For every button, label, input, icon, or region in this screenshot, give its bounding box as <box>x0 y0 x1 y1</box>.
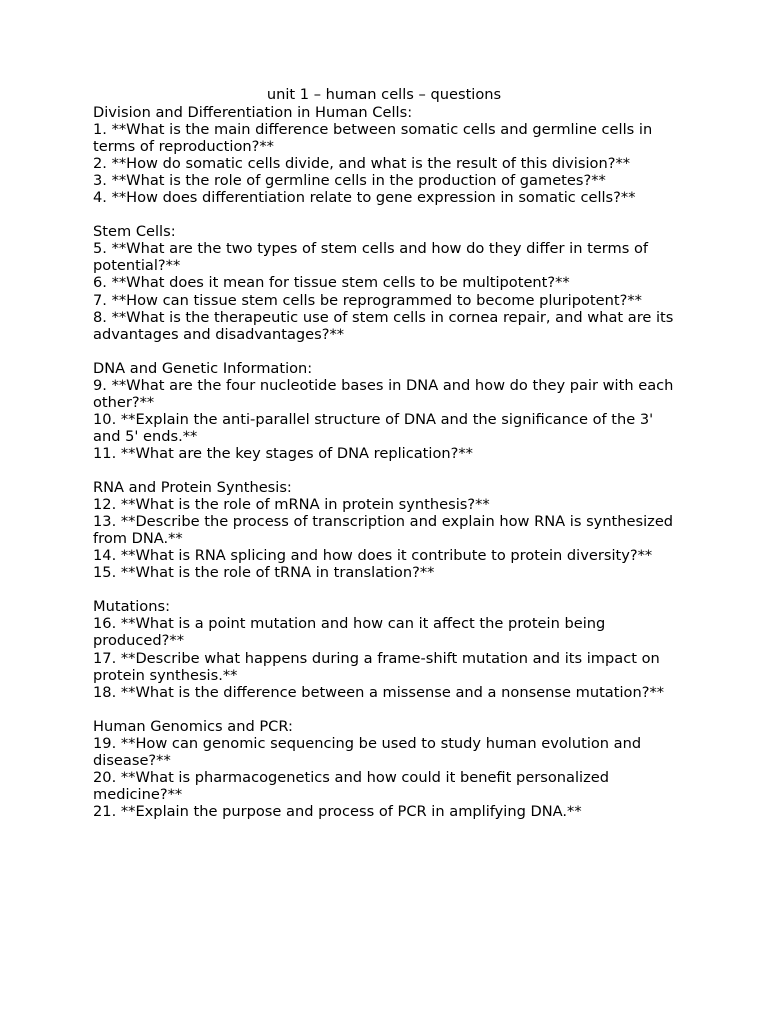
question-item: 12. **What is the role of mRNA in protein synthesis?** <box>93 496 490 514</box>
question-item: 6. **What does it mean for tissue stem cells to be multipotent?** <box>93 274 570 292</box>
question-item: 20. **What is pharmacogenetics and how could it benefit personalized medicine?** <box>93 768 609 803</box>
section-heading: Stem Cells: <box>93 223 176 241</box>
blank-line <box>93 343 683 360</box>
question-item: 3. **What is the role of germline cells in the production of gametes?** <box>93 172 606 190</box>
blank-line <box>93 462 683 479</box>
question-item: 8. **What is the therapeutic use of stem cells in cornea repair, and what are its advantages and disadvantages?** <box>93 308 674 343</box>
question-item: 1. **What is the main difference between somatic cells and germline cells in terms of reproduction?** <box>93 121 653 156</box>
section-heading: RNA and Protein Synthesis: <box>93 479 292 497</box>
question-item: 13. **Describe the process of transcription and explain how RNA is synthesized from DNA.** <box>93 513 674 548</box>
blank-line <box>93 701 683 718</box>
blank-line <box>93 581 683 598</box>
question-item: 15. **What is the role of tRNA in translation?** <box>93 564 435 582</box>
question-item: 5. **What are the two types of stem cells and how do they differ in terms of potential?** <box>93 240 649 275</box>
question-item: 9. **What are the four nucleotide bases in DNA and how do they pair with each other?** <box>93 376 674 411</box>
question-item: 7. **How can tissue stem cells be reprogrammed to become pluripotent?** <box>93 291 642 309</box>
question-item: 10. **Explain the anti-parallel structure of DNA and the significance of the 3' and 5' ends.** <box>93 410 654 445</box>
question-item: 11. **What are the key stages of DNA replication?** <box>93 444 473 462</box>
question-item: 4. **How does differentiation relate to gene expression in somatic cells?** <box>93 189 636 207</box>
section-heading: Mutations: <box>93 598 170 616</box>
question-item: 21. **Explain the purpose and process of PCR in amplifying DNA.** <box>93 802 582 820</box>
question-item: 2. **How do somatic cells divide, and what is the result of this division?** <box>93 155 631 173</box>
section-heading: Division and Differentiation in Human Cells: <box>93 104 413 121</box>
section-heading: Human Genomics and PCR: <box>93 717 293 735</box>
question-item: 17. **Describe what happens during a frame-shift mutation and its impact on protein synthesis.** <box>93 649 660 684</box>
question-item: 16. **What is a point mutation and how can it affect the protein being produced?** <box>93 615 606 650</box>
section-heading: DNA and Genetic Information: <box>93 359 313 377</box>
document-title: unit 1 – human cells – questions <box>266 86 502 103</box>
question-item: 14. **What is RNA splicing and how does it contribute to protein diversity?** <box>93 547 653 565</box>
blank-line <box>93 206 683 223</box>
question-item: 18. **What is the difference between a missense and a nonsense mutation?** <box>93 683 665 701</box>
question-item: 19. **How can genomic sequencing be used to study human evolution and disease?** <box>93 734 642 769</box>
document-body <box>93 104 683 820</box>
